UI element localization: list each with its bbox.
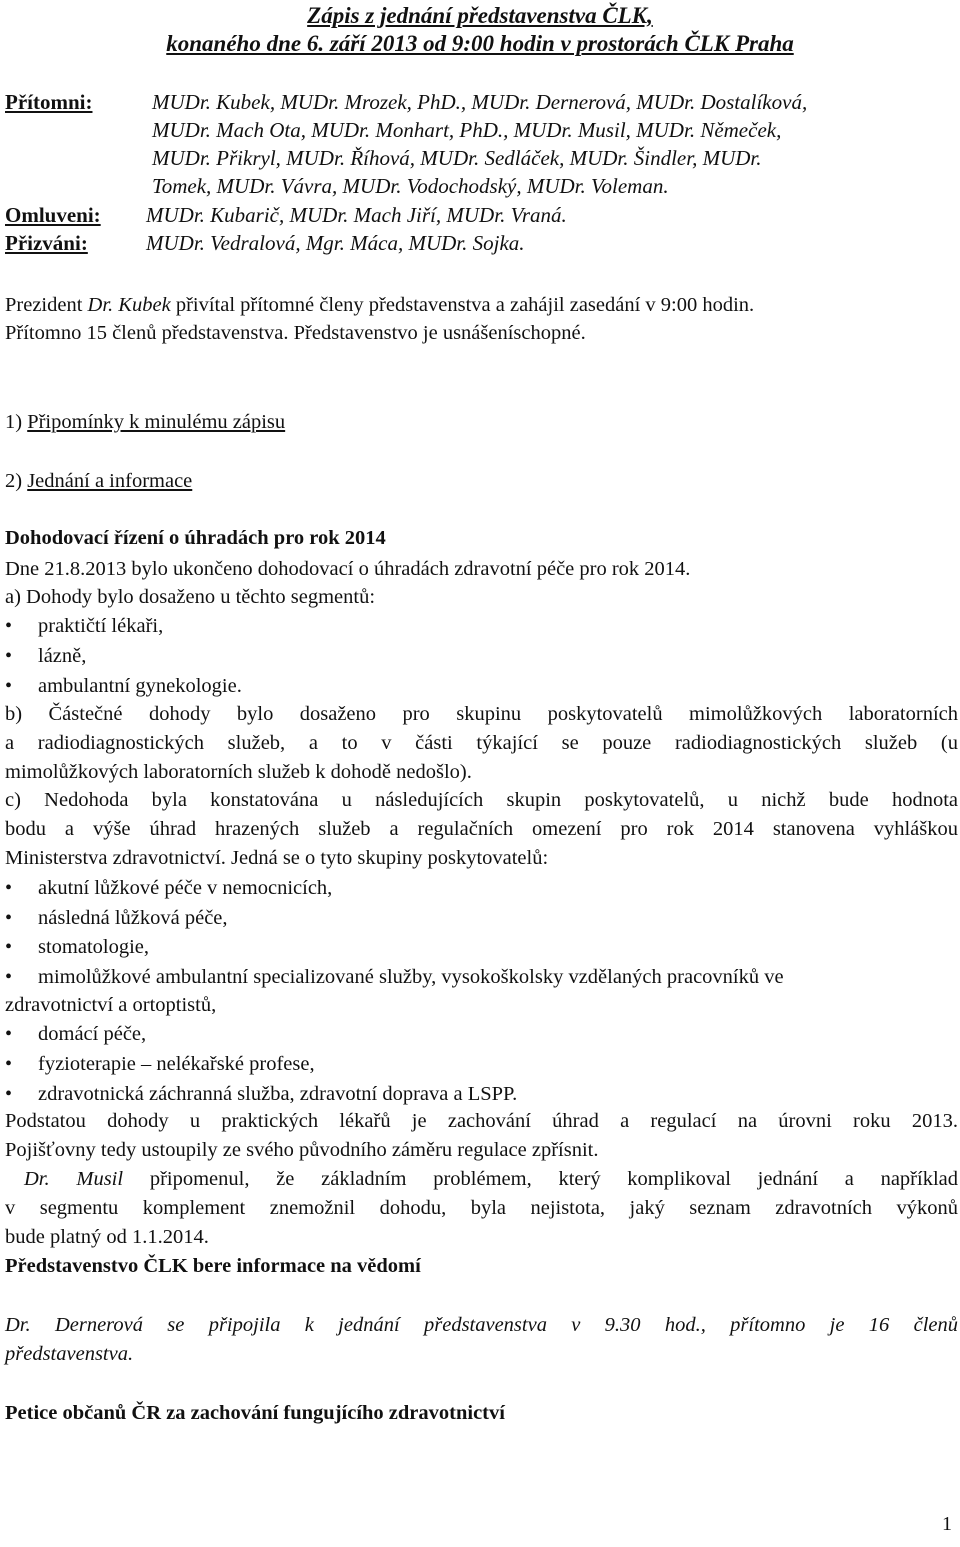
negotiation-heading: Dohodovací řízení o úhradách pro rok 2014 xyxy=(5,527,386,549)
musil-line1: Dr. Musil připomenul, že základním problémem, který komplikoval jednání a například xyxy=(24,1168,958,1190)
bullet-item: následná lůžková péče, xyxy=(38,907,228,929)
bullet-item: mimolůžkové ambulantní specializované služby, vysokoškolsky vzdělaných pracovníků ve xyxy=(38,966,784,988)
negotiation-line: Dne 21.8.2013 bylo ukončeno dohodovací o úhradách zdravotní péče pro rok 2014. xyxy=(5,558,691,580)
bullet-item: akutní lůžkové péče v nemocnicích, xyxy=(38,877,333,899)
document-title-line1: Zápis z jednání představenstva ČLK, xyxy=(307,3,653,28)
paragraph-b-line: b) Částečné dohody bylo dosaženo pro skupinu poskytovatelů mimolůžkových laboratorních xyxy=(5,703,958,725)
bullet-icon: • xyxy=(5,877,13,899)
bullet-item: praktičtí lékaři, xyxy=(38,615,164,637)
bullet-icon: • xyxy=(5,675,13,697)
bullet-icon: • xyxy=(5,615,13,637)
bullet-icon: • xyxy=(5,936,13,958)
bullet-item: lázně, xyxy=(38,645,87,667)
page-number: 1 xyxy=(942,1513,952,1535)
section-2-heading: 2) Jednání a informace xyxy=(5,470,193,492)
basis-line: Pojišťovny tedy ustoupily ze svého původního záměru regulace zpřísnit. xyxy=(5,1139,599,1161)
document-title-line2: konaného dne 6. září 2013 od 9:00 hodin v prostorách ČLK Praha xyxy=(166,31,794,56)
resolution: Představenstvo ČLK bere informace na vědomí xyxy=(5,1255,421,1277)
bullet-item-continuation: zdravotnictví a ortoptistů, xyxy=(5,994,217,1016)
paragraph-b-line: a radiodiagnostických služeb, a to v části týkající se pouze radiodiagnostických služeb (u xyxy=(5,732,958,754)
opening-paragraph-line2: Přítomno 15 členů představenstva. Představenstvo je usnášeníschopné. xyxy=(5,322,586,344)
negotiation-line: a) Dohody bylo dosaženo u těchto segmentů: xyxy=(5,586,376,608)
bullet-icon: • xyxy=(5,966,13,988)
present-line: MUDr. Přikryl, MUDr. Říhová, MUDr. Sedláček, MUDr. Šindler, MUDr. xyxy=(152,146,762,170)
bullet-item: domácí péče, xyxy=(38,1023,147,1045)
present-label: Přítomni: xyxy=(5,90,93,114)
late-arrival-line1: Dr. Dernerová se připojila k jednání představenstva v 9.30 hod., přítomno je 16 členů xyxy=(5,1314,958,1336)
excused-list: MUDr. Kubarič, MUDr. Mach Jiří, MUDr. Vraná. xyxy=(146,203,567,227)
musil-line: v segmentu komplement znemožnil dohodu, byla nejistota, jaký seznam zdravotních výkonů xyxy=(5,1197,958,1219)
present-line: MUDr. Kubek, MUDr. Mrozek, PhD., MUDr. Dernerová, MUDr. Dostalíková, xyxy=(152,90,808,114)
late-arrival-line2: představenstva. xyxy=(5,1343,134,1365)
musil-line: bude platný od 1.1.2014. xyxy=(5,1226,209,1248)
paragraph-c-line: bodu a výše úhrad hrazených služeb a regulačních omezení pro rok 2014 stanovena vyhláškou xyxy=(5,818,958,840)
present-line: MUDr. Mach Ota, MUDr. Monhart, PhD., MUDr. Musil, MUDr. Němeček, xyxy=(152,118,782,142)
bullet-item: ambulantní gynekologie. xyxy=(38,675,242,697)
bullet-icon: • xyxy=(5,645,13,667)
bullet-item: zdravotnická záchranná služba, zdravotní doprava a LSPP. xyxy=(38,1083,518,1105)
section-1-heading: 1) Připomínky k minulému zápisu xyxy=(5,411,286,433)
bullet-icon: • xyxy=(5,1023,13,1045)
bullet-item: stomatologie, xyxy=(38,936,150,958)
invited-label: Přizváni: xyxy=(5,231,88,255)
basis-line: Podstatou dohody u praktických lékařů je zachování úhrad a regulací na úrovni roku 2013. xyxy=(5,1110,958,1132)
present-line: Tomek, MUDr. Vávra, MUDr. Vodochodský, MUDr. Voleman. xyxy=(152,174,669,198)
bullet-icon: • xyxy=(5,1053,13,1075)
paragraph-b-line: mimolůžkových laboratorních služeb k dohodě nedošlo). xyxy=(5,761,472,783)
opening-paragraph-line1: Prezident Dr. Kubek přivítal přítomné členy představenstva a zahájil zasedání v 9:00 hodin. xyxy=(5,294,755,316)
petition-heading: Petice občanů ČR za zachování fungujícího zdravotnictví xyxy=(5,1402,505,1424)
bullet-icon: • xyxy=(5,907,13,929)
paragraph-c-line: c) Nedohoda byla konstatována u následujících skupin poskytovatelů, u nichž bude hodnota xyxy=(5,789,958,811)
paragraph-c-line: Ministerstva zdravotnictví. Jedná se o tyto skupiny poskytovatelů: xyxy=(5,847,549,869)
excused-label: Omluveni: xyxy=(5,203,101,227)
bullet-item: fyzioterapie – nelékařské profese, xyxy=(38,1053,315,1075)
invited-list: MUDr. Vedralová, Mgr. Máca, MUDr. Sojka. xyxy=(146,231,525,255)
bullet-icon: • xyxy=(5,1083,13,1105)
